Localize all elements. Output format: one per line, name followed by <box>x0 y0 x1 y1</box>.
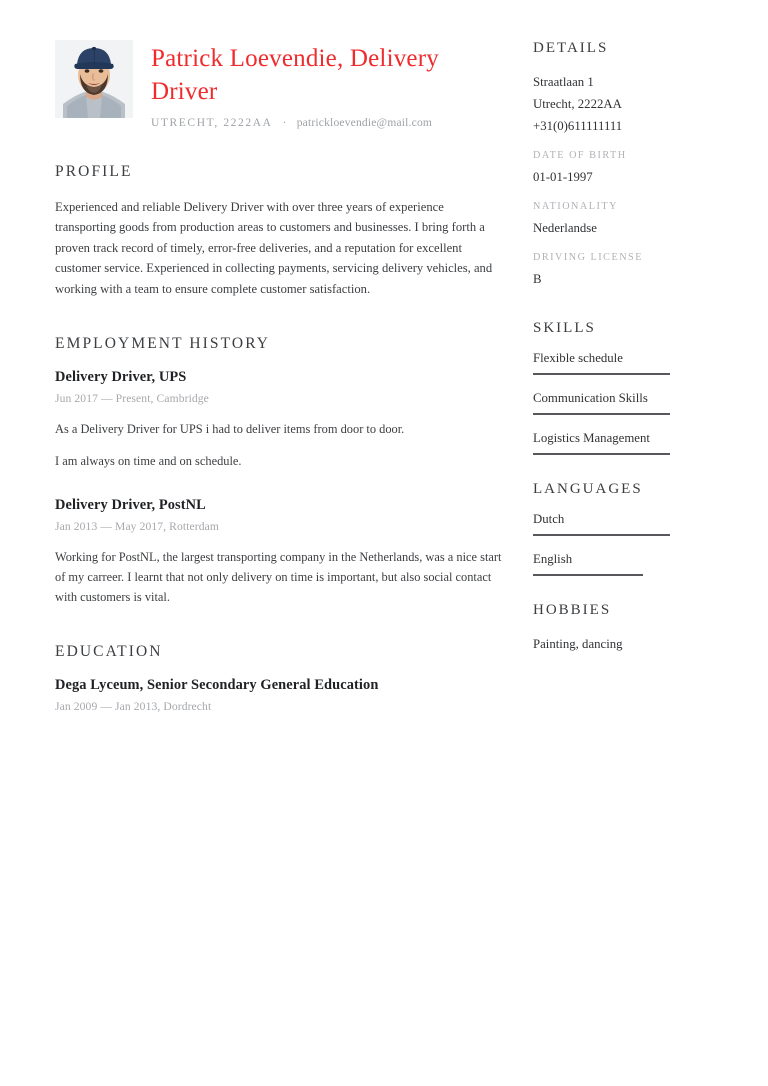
employment-entry-body <box>55 547 503 607</box>
language-level-fill <box>533 534 670 536</box>
skill-name: Logistics Management <box>533 431 650 445</box>
section-hobbies <box>533 602 707 655</box>
skill-level-bar <box>533 373 670 375</box>
skill-level-bar <box>533 453 670 455</box>
employment-heading: EMPLOYMENT HISTORY <box>55 334 271 352</box>
skills-heading: SKILLS <box>533 320 596 336</box>
employment-entry-paragraph: Working for PostNL, the largest transporting company in the Netherlands, was a nice start of my carreer. I learnt that not only delivery on time is important, but also social contact with customers is vital. <box>55 550 502 605</box>
contact-city: UTRECHT, 2222AA <box>151 117 273 129</box>
details-field-label: DATE OF BIRTH <box>533 150 627 161</box>
section-skills <box>533 320 707 455</box>
section-languages <box>533 481 707 576</box>
details-heading: DETAILS <box>533 40 609 56</box>
language-level-fill <box>533 574 643 576</box>
employment-entry-paragraph: I am always on time and on schedule. <box>55 454 242 469</box>
skill-item <box>533 431 707 455</box>
main-column <box>55 40 517 1046</box>
section-employment-history <box>55 335 503 607</box>
employment-entry-title: Delivery Driver, UPS <box>55 368 187 385</box>
education-entry-meta: Jan 2009 — Jan 2013, Dordrecht <box>55 700 212 714</box>
details-field-value: Nederlandse <box>533 221 597 235</box>
skill-item <box>533 351 707 375</box>
employment-entry-meta: Jun 2017 — Present, Cambridge <box>55 391 209 405</box>
education-entry-title: Dega Lyceum, Senior Secondary General Education <box>55 677 379 694</box>
details-field-label: DRIVING LICENSE <box>533 252 643 263</box>
skill-name: Flexible schedule <box>533 351 623 365</box>
employment-entry <box>55 497 503 607</box>
contact-line <box>151 117 503 129</box>
language-name: English <box>533 552 573 566</box>
page-title: Patrick Loevendie, Delivery Driver <box>151 45 439 105</box>
skill-level-fill <box>533 413 670 415</box>
employment-entry-body <box>55 419 503 471</box>
skill-level-fill <box>533 373 670 375</box>
contact-separator: · <box>282 117 287 129</box>
skill-name: Communication Skills <box>533 391 648 405</box>
section-education <box>55 643 503 713</box>
hobbies-text: Painting, dancing <box>533 637 623 651</box>
education-entry <box>55 677 503 713</box>
profile-heading: PROFILE <box>55 163 133 180</box>
section-details <box>533 40 707 290</box>
language-item <box>533 552 707 576</box>
employment-entry-title: Delivery Driver, PostNL <box>55 497 206 514</box>
education-heading: EDUCATION <box>55 643 163 661</box>
skill-item <box>533 391 707 415</box>
employment-entry-meta: Jan 2013 — May 2017, Rotterdam <box>55 520 220 534</box>
details-address-line: Utrecht, 2222AA <box>533 97 622 111</box>
hobbies-heading: HOBBIES <box>533 602 612 618</box>
details-field-label: NATIONALITY <box>533 201 618 212</box>
skill-level-fill <box>533 453 670 455</box>
profile-photo <box>55 40 133 118</box>
resume-header <box>55 40 503 129</box>
section-profile <box>55 163 503 299</box>
details-address-line: Straatlaan 1 <box>533 75 594 89</box>
employment-entry <box>55 369 503 471</box>
details-field-value: 01-01-1997 <box>533 170 593 184</box>
profile-text: Experienced and reliable Delivery Driver with over three years of experience transporting goods from production areas to customers and businesses. I bring forth a proven track record of timely, error-free deliveries, and a reputation for excellent customer service. Experienced in collecting payments, servicing delivery vehicles, and working with a team to ensure complete customer satisfaction. <box>55 200 493 296</box>
employment-entry-paragraph: As a Delivery Driver for UPS i had to deliver items from door to door. <box>55 421 405 436</box>
language-level-bar <box>533 534 670 536</box>
language-level-bar <box>533 574 670 576</box>
language-item <box>533 512 707 536</box>
contact-email: patrickloevendie@mail.com <box>296 117 433 129</box>
header-text-block <box>151 40 503 129</box>
details-phone: +31(0)611111111 <box>533 119 623 133</box>
language-name: Dutch <box>533 512 565 526</box>
languages-heading: LANGUAGES <box>533 481 643 497</box>
skill-level-bar <box>533 413 670 415</box>
details-field-value: B <box>533 272 542 286</box>
sidebar-column <box>517 40 707 1046</box>
